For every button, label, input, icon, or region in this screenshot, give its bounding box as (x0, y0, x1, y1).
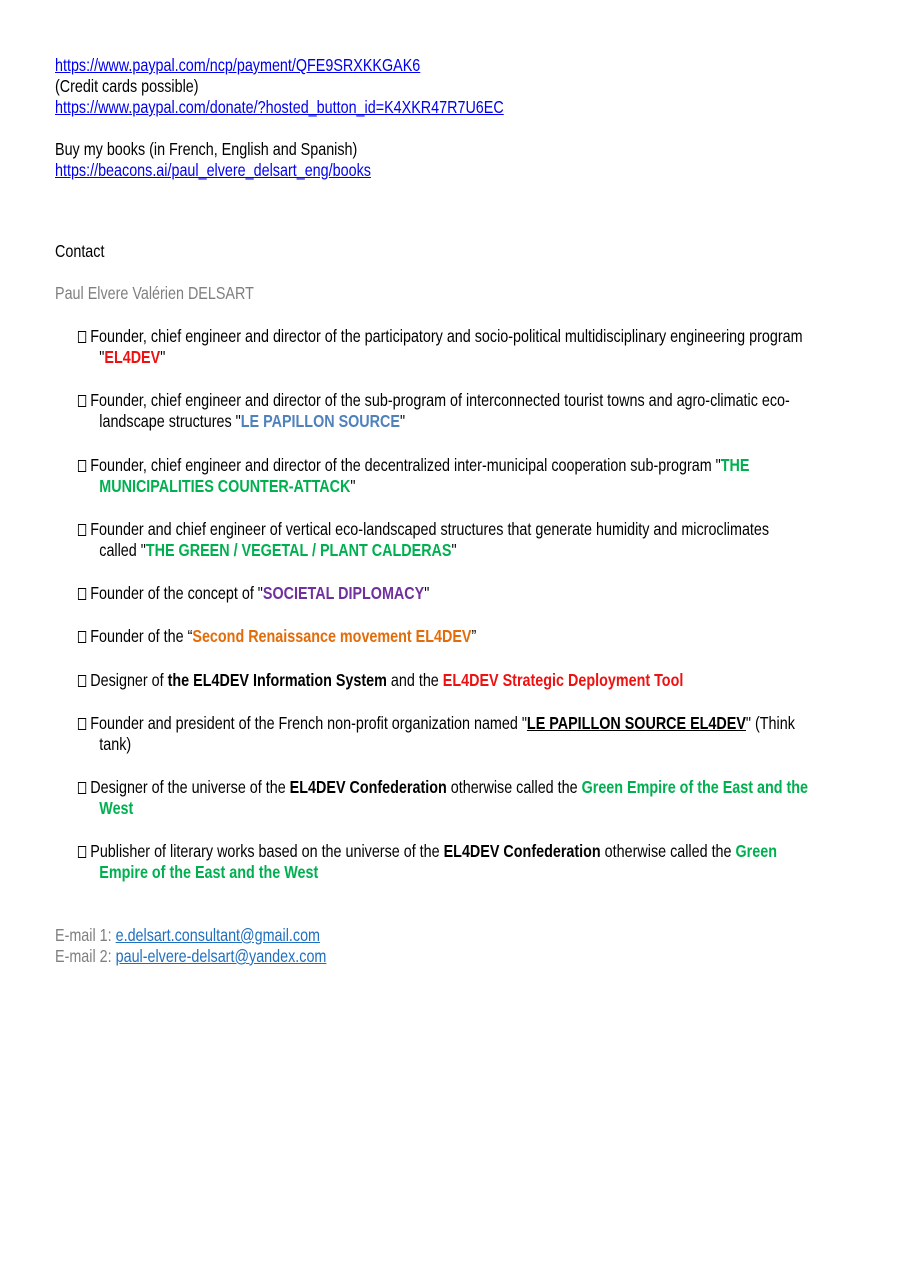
highlighted-text: THE GREEN / VEGETAL / PLANT CALDERAS (145, 540, 452, 560)
highlighted-text: EL4DEV Confederation (289, 777, 447, 797)
contact-name: Paul Elvere Valérien DELSART (55, 283, 254, 303)
document-page (55, 0, 905, 1280)
text-segment: " (160, 347, 166, 367)
paypal-donate-link[interactable]: https://www.paypal.com/donate/?hosted_button_id=K4XKR47R7U6EC (55, 97, 504, 117)
email-label: E-mail 1: (55, 925, 116, 945)
books-link[interactable]: https://beacons.ai/paul_elvere_delsart_eng/books (55, 160, 371, 180)
highlighted-text: LE PAPILLON SOURCE EL4DEV (526, 713, 746, 733)
highlighted-text: THE (720, 455, 750, 475)
paypal-payment-link[interactable]: https://www.paypal.com/ncp/payment/QFE9SRXKKGAK6 (55, 55, 421, 75)
highlighted-text: West (99, 798, 134, 818)
checkbox-square-icon (78, 524, 86, 536)
text-segment: Founder, chief engineer and director of the participatory and socio-political multidisciplinary engineering program (90, 326, 803, 346)
checkbox-square-icon (78, 782, 86, 794)
text-segment: Founder of the “ (90, 626, 193, 646)
contact-heading: Contact (55, 241, 105, 261)
highlighted-text: LE PAPILLON SOURCE (240, 411, 400, 431)
text-segment: " (350, 476, 356, 496)
text-segment: Founder, chief engineer and director of the decentralized inter-municipal cooperation sub-program " (90, 455, 721, 475)
list-item (78, 670, 683, 691)
text-segment: Designer of (90, 670, 168, 690)
email-2 (55, 946, 326, 967)
text-segment: " (99, 347, 105, 367)
checkbox-square-icon (78, 846, 86, 858)
list-item (78, 519, 769, 540)
highlighted-text: Empire of the East and the West (99, 862, 319, 882)
checkbox-square-icon (78, 395, 86, 407)
checkbox-square-icon (78, 675, 86, 687)
text-segment: " (424, 583, 430, 603)
list-item (78, 390, 790, 411)
text-segment: and the (386, 670, 443, 690)
highlighted-text: Green Empire of the East and the (581, 777, 809, 797)
email-link[interactable]: e.delsart.consultant@gmail.com (115, 925, 321, 945)
list-item-continuation (99, 411, 405, 432)
highlighted-text: the EL4DEV Information System (167, 670, 387, 690)
checkbox-square-icon (78, 331, 86, 343)
highlighted-text: MUNICIPALITIES COUNTER-ATTACK (99, 476, 351, 496)
text-segment: otherwise called the (600, 841, 736, 861)
text-segment: otherwise called the (446, 777, 582, 797)
text-segment: Founder of the concept of " (90, 583, 263, 603)
list-item (78, 326, 803, 347)
checkbox-square-icon (78, 588, 86, 600)
highlighted-text: EL4DEV (104, 347, 161, 367)
list-item-continuation (99, 540, 456, 561)
credit-cards-note: (Credit cards possible) (55, 76, 199, 96)
checkbox-square-icon (78, 718, 86, 730)
text-segment: Designer of the universe of the (90, 777, 290, 797)
text-segment: Publisher of literary works based on the universe of the (90, 841, 444, 861)
email-label: E-mail 2: (55, 946, 116, 966)
text-segment: ” (471, 626, 477, 646)
list-item (78, 583, 429, 604)
highlighted-text: EL4DEV Strategic Deployment Tool (442, 670, 684, 690)
highlighted-text: Second Renaissance movement EL4DEV (192, 626, 472, 646)
list-item-continuation (99, 734, 131, 755)
text-segment: Founder, chief engineer and director of the sub-program of interconnected tourist towns and agro-climatic eco- (90, 390, 790, 410)
text-segment: tank) (99, 734, 132, 754)
email-link[interactable]: paul-elvere-delsart@yandex.com (115, 946, 327, 966)
books-text: Buy my books (in French, English and Spanish) (55, 139, 358, 159)
text-segment: called " (99, 540, 146, 560)
highlighted-text: Green (735, 841, 777, 861)
list-item (78, 455, 749, 476)
highlighted-text: SOCIETAL DIPLOMACY (262, 583, 425, 603)
text-segment: " (451, 540, 457, 560)
text-segment: Founder and president of the French non-profit organization named " (90, 713, 527, 733)
text-segment: landscape structures " (99, 411, 241, 431)
list-item-continuation (99, 798, 133, 819)
list-item-continuation (99, 347, 165, 368)
list-item-continuation (99, 476, 355, 497)
list-item (78, 713, 795, 734)
list-item (78, 626, 476, 647)
text-segment: " (399, 411, 406, 431)
list-item (78, 777, 808, 798)
email-1 (55, 925, 320, 946)
list-item-continuation (99, 862, 318, 883)
text-segment: " (Think (745, 713, 795, 733)
list-item (78, 841, 777, 862)
checkbox-square-icon (78, 631, 86, 643)
highlighted-text: EL4DEV Confederation (443, 841, 601, 861)
checkbox-square-icon (78, 460, 86, 472)
text-segment: Founder and chief engineer of vertical eco-landscaped structures that generate humidity and microclimates (90, 519, 770, 539)
